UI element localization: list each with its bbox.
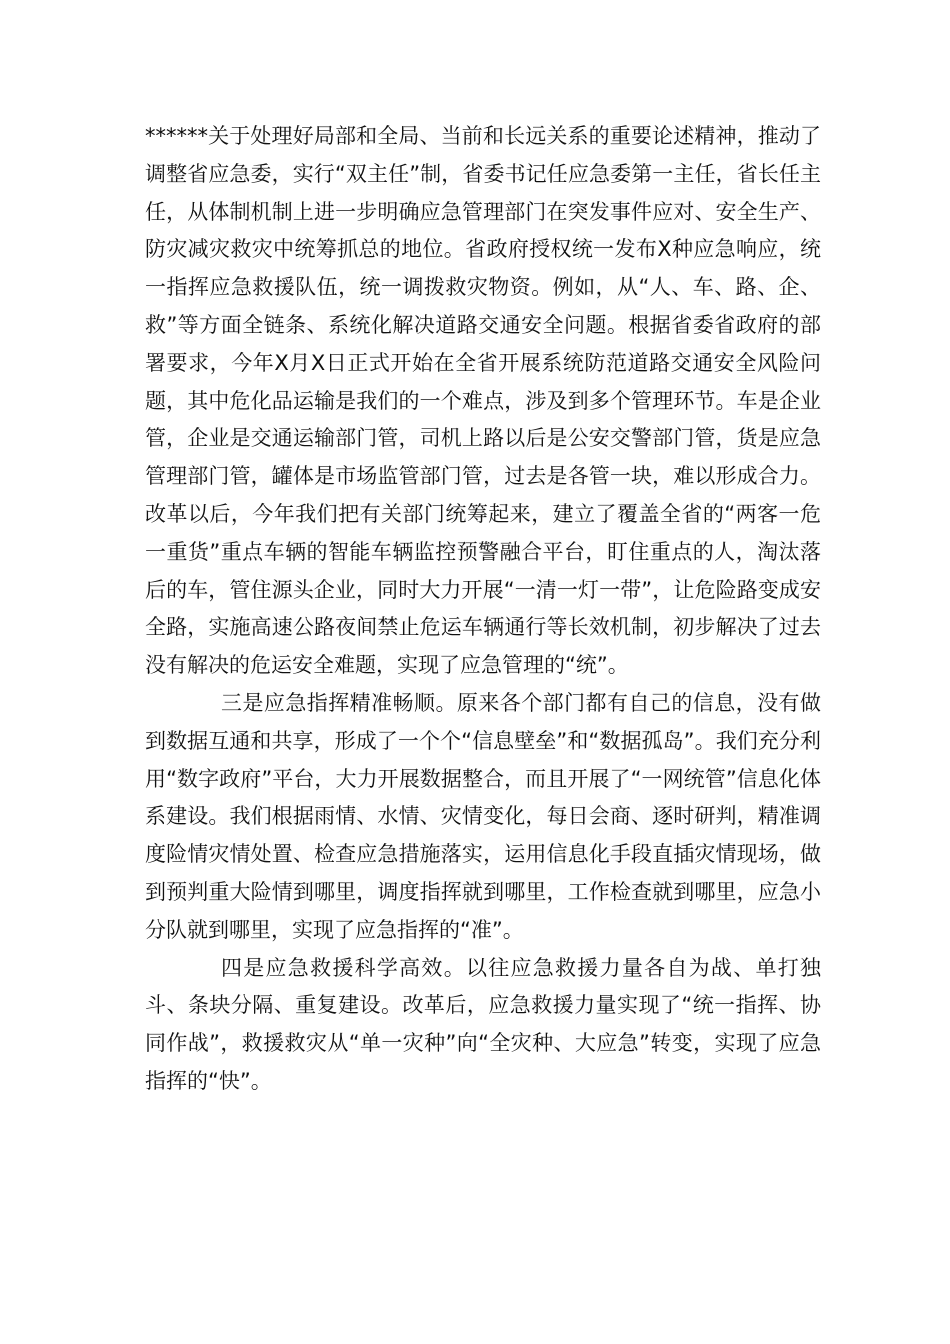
paragraph-3: 四是应急救援科学高效。以往应急救援力量各自为战、单打独斗、条块分隔、重复建设。改革后，应急救援力量实现了“统一指挥、协同作战”，救援救灾从“单一灾种”向“全灾种、大应急”转变，实现了应急指挥的“快”。 xyxy=(145,955,821,1093)
paragraph-1: ******关于处理好局部和全局、当前和长远关系的重要论述精神，推动了调整省应急委，实行“双主任”制，省委书记任应急委第一主任，省长任主任，从体制机制上进一步明确应急管理部门在突发事件应对、安全生产、防灾减灾救灾中统筹抓总的地位。省政府授权统一发布X种应急响应，统一指挥应急救援队伍，统一调拨救灾物资。例如，从“人、车、路、企、救”等方面全链条、系统化解决道路交通安全问题。根据省委省政府的部署要求，今年X月X日正式开始在全省开展系统防范道路交通安全风险问题，其中危化品运输是我们的一个难点，涉及到多个管理环节。车是企业管，企业是交通运输部门管，司机上路以后是公安交警部门管，货是应急管理部门管，罐体是市场监管部门管，过去是各管一块，难以形成合力。改革以后，今年我们把有关部门统筹起来，建立了覆盖全省的“两客一危一重货”重点车辆的智能车辆监控预警融合平台，盯住重点的人，淘汰落后的车，管住源头企业，同时大力开展“一清一灯一带”，让危险路变成安全路，实施高速公路夜间禁止危运车辆通行等长效机制，初步解决了过去没有解决的危运安全难题，实现了应急管理的“统”。 xyxy=(145,124,821,678)
document-body xyxy=(145,118,821,1101)
paragraph-2: 三是应急指挥精准畅顺。原来各个部门都有自己的信息，没有做到数据互通和共享，形成了一个个“信息壁垒”和“数据孤岛”。我们充分利用“数字政府”平台，大力开展数据整合，而且开展了“一网统管”信息化体系建设。我们根据雨情、水情、灾情变化，每日会商、逐时研判，精准调度险情灾情处置、检查应急措施落实，运用信息化手段直插灾情现场，做到预判重大险情到哪里，调度指挥就到哪里，工作检查就到哪里，应急小分队就到哪里，实现了应急指挥的“准”。 xyxy=(145,690,821,942)
